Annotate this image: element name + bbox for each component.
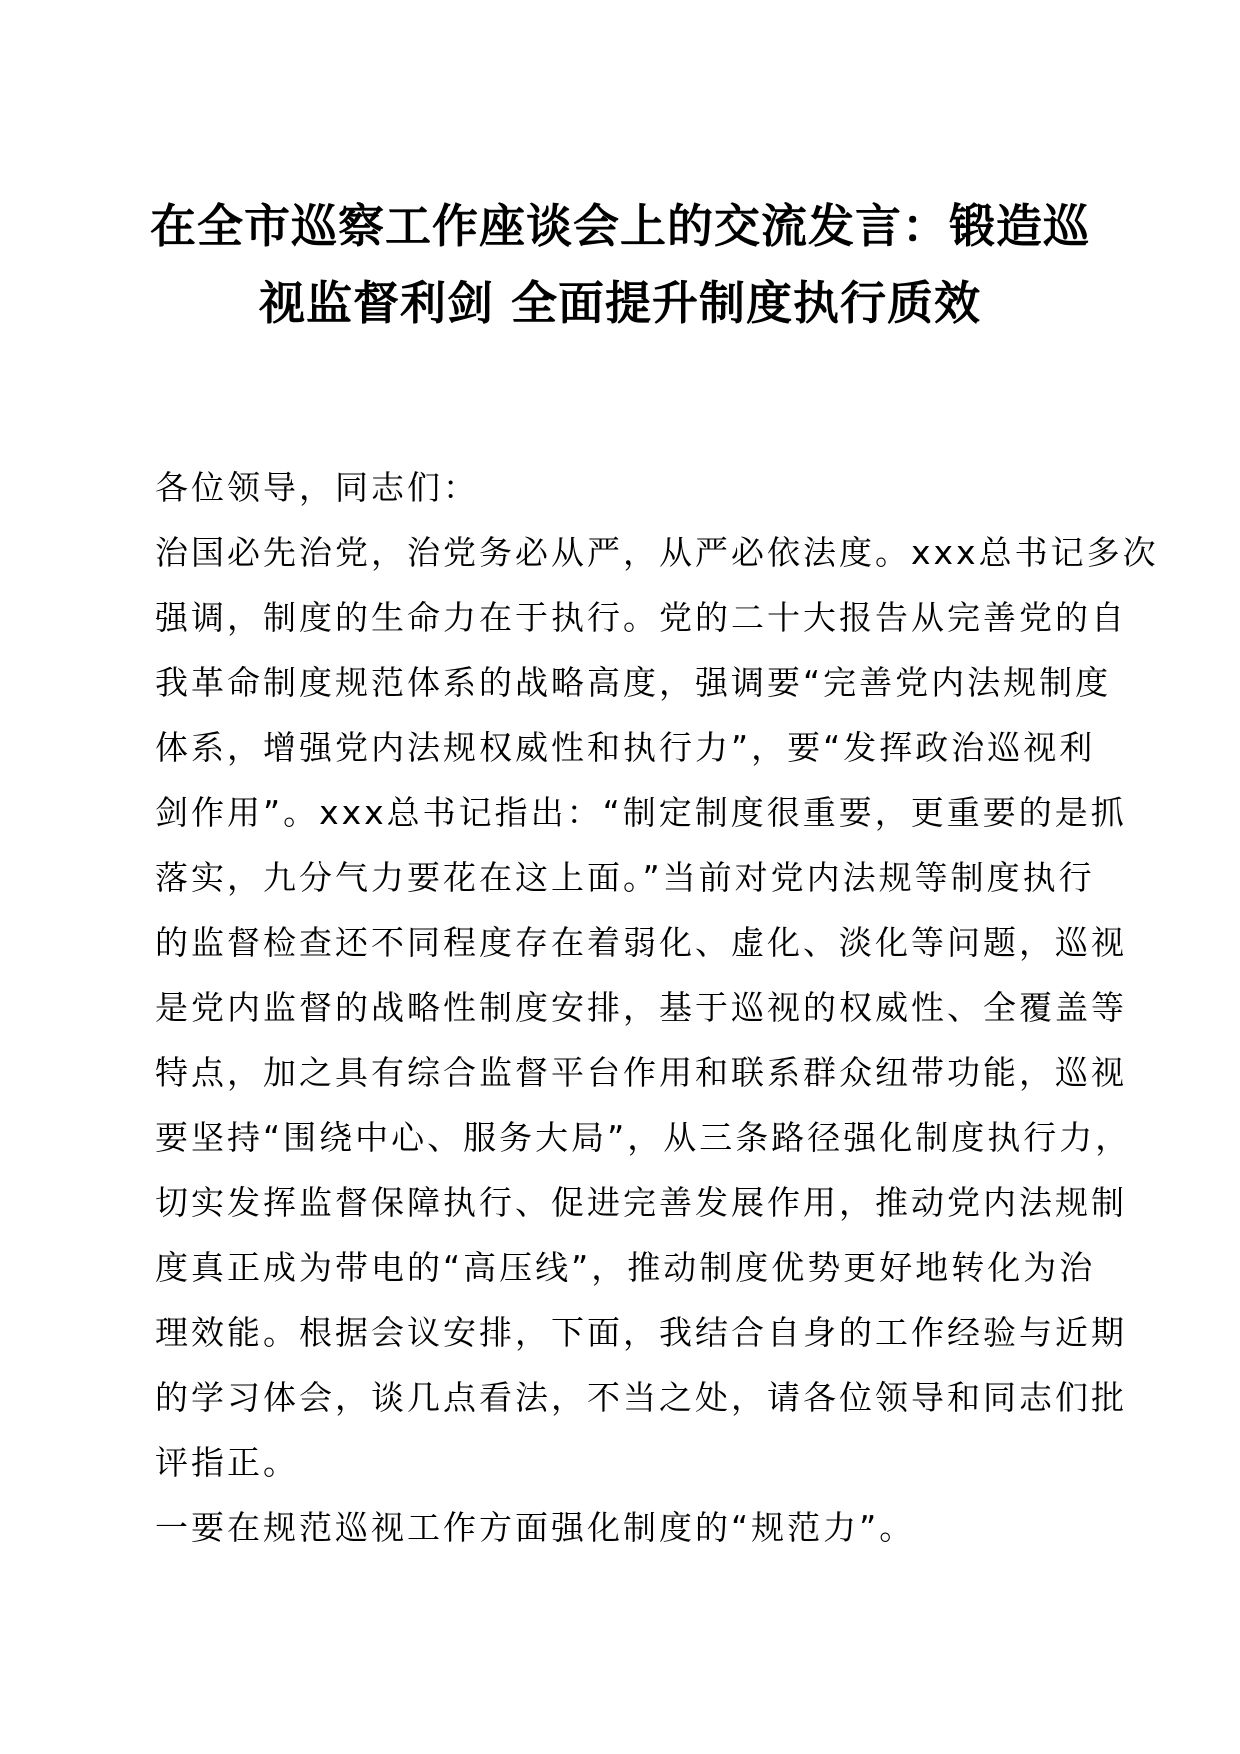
- paragraph-line: 强调，制度的生命力在于执行。党的二十大报告从完善党的自: [155, 598, 1127, 637]
- document-body: [155, 455, 1159, 1560]
- paragraph-line: 要坚持“围绕中心、服务大局”，从三条路径强化制度执行力，: [155, 1118, 1132, 1157]
- document-title: [150, 188, 1090, 342]
- section-heading: [155, 1495, 1095, 1560]
- paragraph-line: 评指正。: [155, 1443, 299, 1482]
- title-line: 在全市巡察工作座谈会上的交流发言：锻造巡: [150, 199, 1090, 253]
- paragraph-line: 是党内监督的战略性制度安排，基于巡视的权威性、全覆盖等: [155, 988, 1127, 1027]
- paragraph-line: 体系，增强党内法规权威性和执行力”，要“发挥政治巡视利: [155, 728, 1096, 767]
- salutation: [155, 455, 1095, 520]
- paragraph-line: 度真正成为带电的“高压线”，推动制度优势更好地转化为治: [155, 1248, 1096, 1287]
- paragraph-line: 的监督检查还不同程度存在着弱化、虚化、淡化等问题，巡视: [155, 923, 1127, 962]
- paragraph-line: 切实发挥监督保障执行、促进完善发展作用，推动党内法规制: [155, 1183, 1127, 1222]
- paragraph-line: 剑作用”。xxx总书记指出：“制定制度很重要，更重要的是抓: [155, 793, 1127, 832]
- section-heading-line: 一要在规范巡视工作方面强化制度的“规范力”。: [155, 1508, 916, 1547]
- title-line: 视监督利剑 全面提升制度执行质效: [258, 276, 981, 330]
- paragraph-line: 的学习体会，谈几点看法，不当之处，请各位领导和同志们批: [155, 1378, 1127, 1417]
- paragraph-line: 我革命制度规范体系的战略高度，强调要“完善党内法规制度: [155, 663, 1112, 702]
- paragraph-line: 治国必先治党，治党务必从严，从严必依法度。xxx总书记多次: [155, 533, 1159, 572]
- paragraph-line: 落实，九分气力要花在这上面。”当前对党内法规等制度执行: [155, 858, 1095, 897]
- salutation-line: 各位领导，同志们：: [155, 468, 479, 507]
- paragraph-line: 理效能。根据会议安排，下面，我结合自身的工作经验与近期: [155, 1313, 1127, 1352]
- paragraph-line: 特点，加之具有综合监督平台作用和联系群众纽带功能，巡视: [155, 1053, 1127, 1092]
- paragraph-intro: [155, 520, 1159, 1495]
